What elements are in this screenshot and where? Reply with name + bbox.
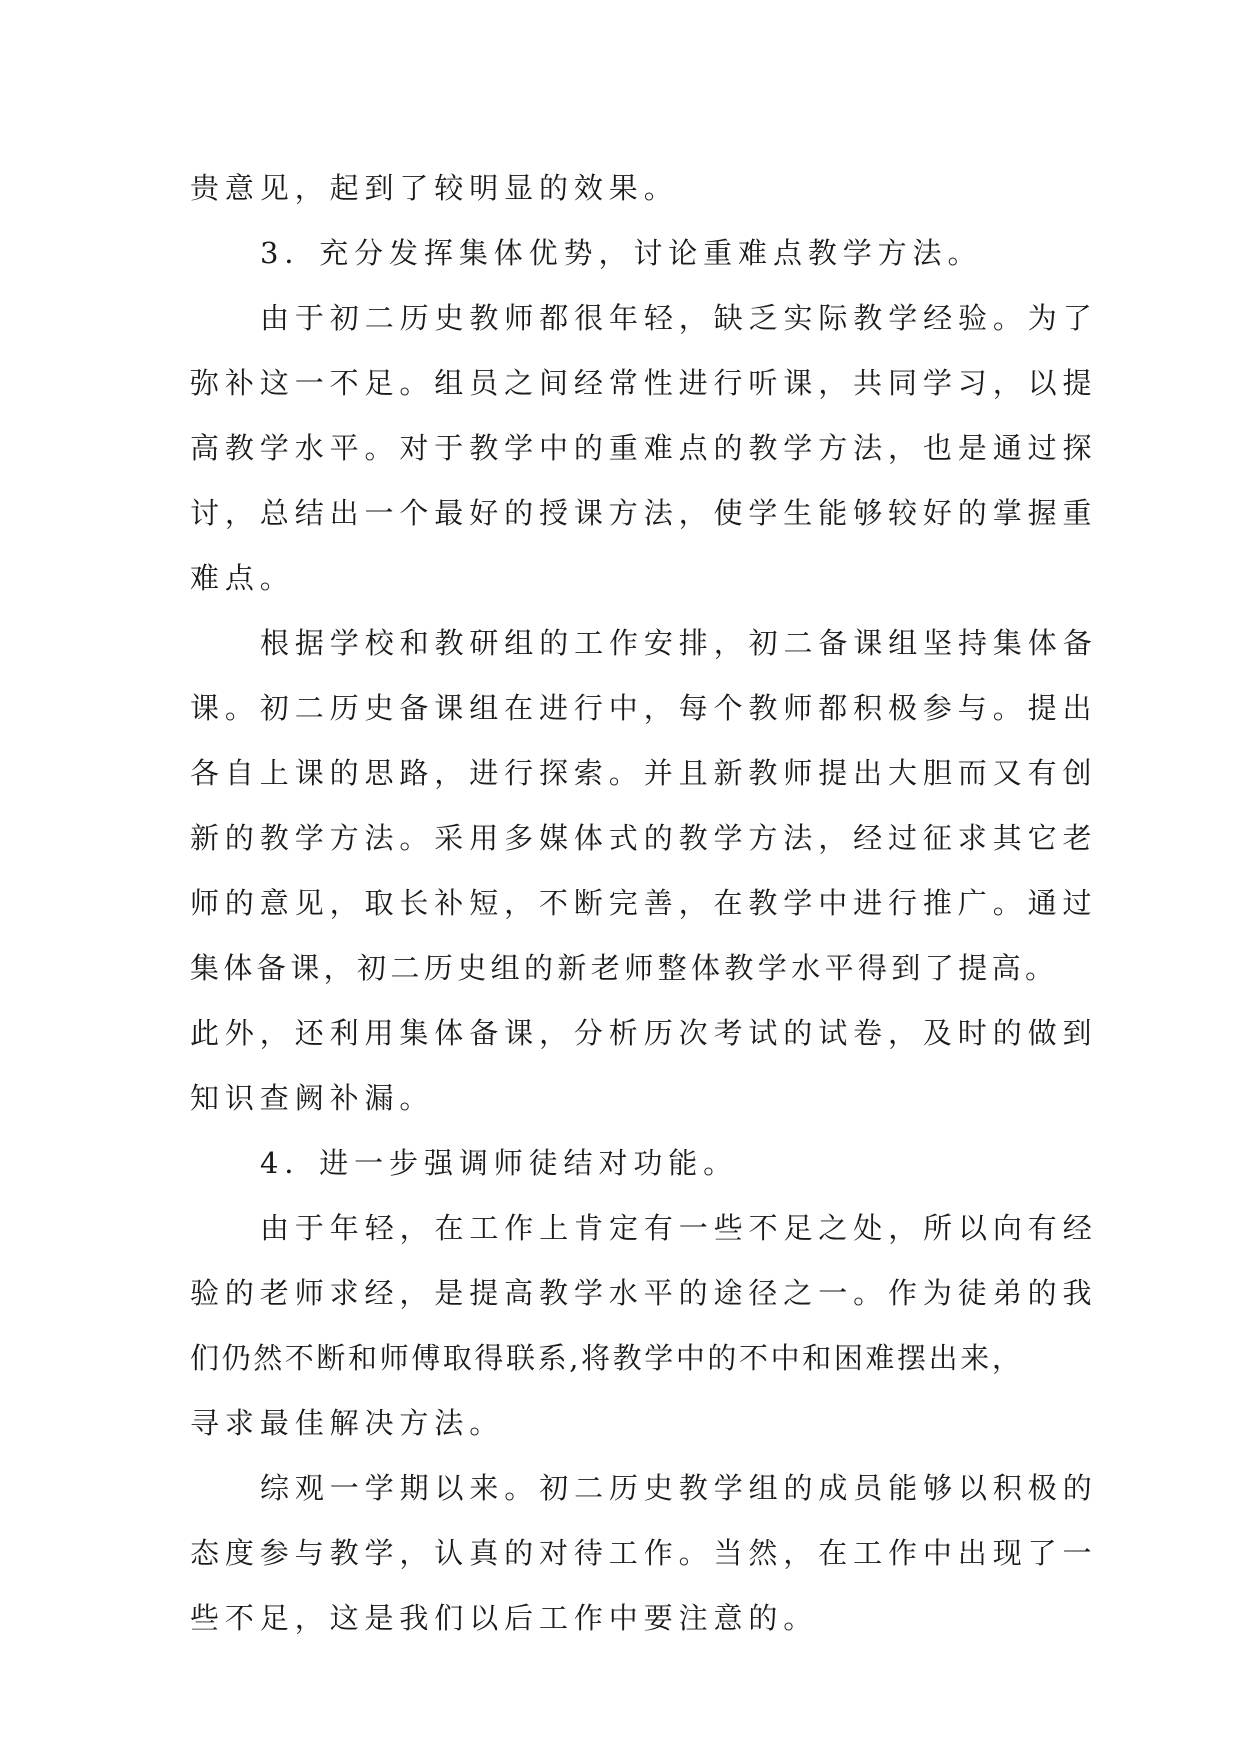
text-line: 课。初二历史备课组在进行中，每个教师都积极参与。提出 bbox=[190, 691, 1098, 725]
text-line: 贵意见，起到了较明显的效果。 bbox=[190, 171, 679, 205]
section-heading-3: 3．充分发挥集体优势，讨论重难点教学方法。 bbox=[260, 236, 983, 270]
text-line: 由于初二历史教师都很年轻，缺乏实际教学经验。为了 bbox=[260, 301, 1098, 335]
text-line: 由于年轻，在工作上肯定有一些不足之处，所以向有经 bbox=[260, 1211, 1098, 1245]
text-line: 讨，总结出一个最好的授课方法，使学生能够较好的掌握重 bbox=[190, 496, 1098, 530]
text-line: 综观一学期以来。初二历史教学组的成员能够以积极的 bbox=[260, 1471, 1098, 1505]
text-line: 验的老师求经，是提高教学水平的途径之一。作为徒弟的我 bbox=[190, 1276, 1098, 1310]
text-line: 们仍然不断和师傅取得联系,将教学中的不中和困难摆出来， bbox=[190, 1341, 1024, 1375]
body-text bbox=[190, 156, 1098, 1651]
text-line: 各自上课的思路，进行探索。并且新教师提出大胆而又有创 bbox=[190, 756, 1098, 790]
text-line: 寻求最佳解决方法。 bbox=[190, 1406, 505, 1440]
text-line: 高教学水平。对于教学中的重难点的教学方法，也是通过探 bbox=[190, 431, 1098, 465]
section-heading-4: 4．进一步强调师徒结对功能。 bbox=[260, 1146, 739, 1180]
text-line: 些不足，这是我们以后工作中要注意的。 bbox=[190, 1601, 819, 1635]
text-line: 集体备课，初二历史组的新老师整体教学水平得到了提高。 bbox=[190, 951, 1059, 985]
text-line: 新的教学方法。采用多媒体式的教学方法，经过征求其它老 bbox=[190, 821, 1098, 855]
text-line: 根据学校和教研组的工作安排，初二备课组坚持集体备 bbox=[260, 626, 1098, 660]
text-line: 此外，还利用集体备课，分析历次考试的试卷，及时的做到 bbox=[190, 1016, 1098, 1050]
text-line: 师的意见，取长补短，不断完善，在教学中进行推广。通过 bbox=[190, 886, 1098, 920]
text-line: 知识查阙补漏。 bbox=[190, 1081, 435, 1115]
text-line: 难点。 bbox=[190, 561, 295, 595]
text-line: 态度参与教学，认真的对待工作。当然，在工作中出现了一 bbox=[190, 1536, 1098, 1570]
text-line: 弥补这一不足。组员之间经常性进行听课，共同学习，以提 bbox=[190, 366, 1098, 400]
